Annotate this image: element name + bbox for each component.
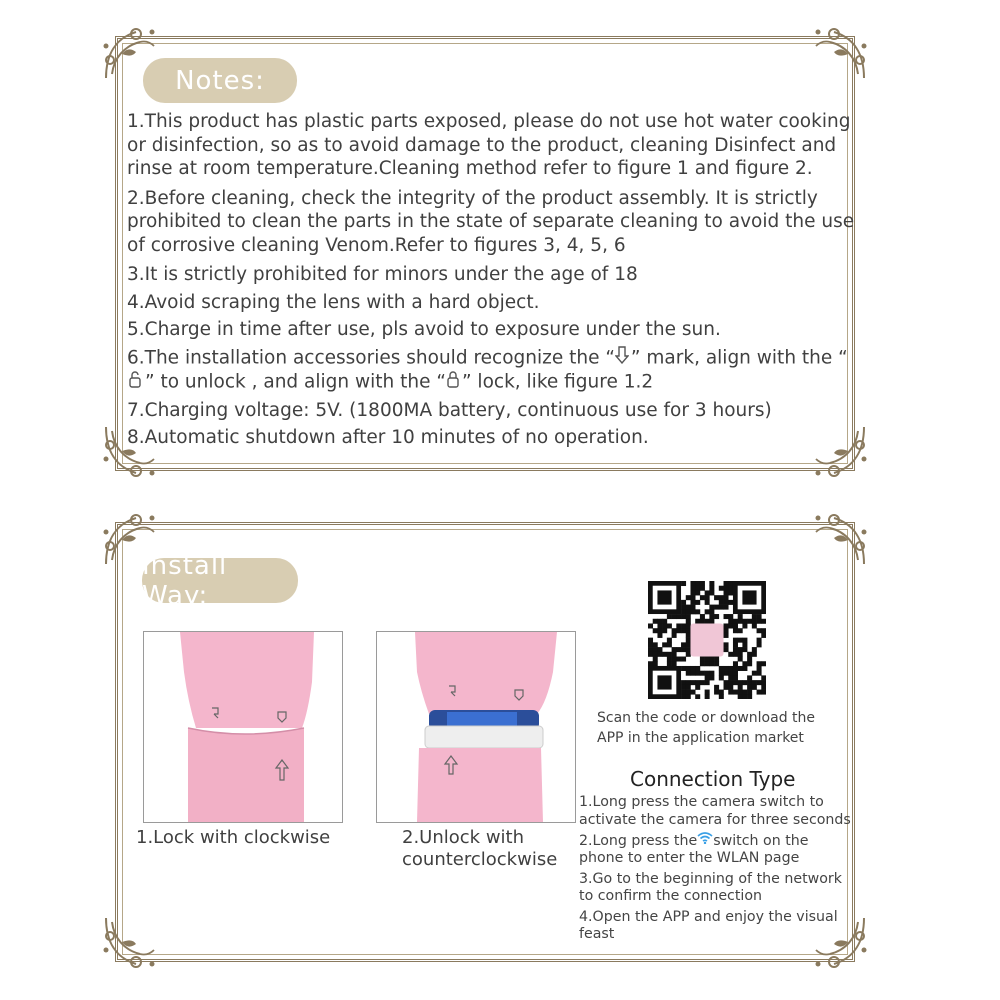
qr-code-icon: [648, 581, 766, 699]
connection-steps: [579, 794, 854, 947]
note-item: 2.Before cleaning, check the integrity of the product assembly. It is strictly prohibited to clean the parts in the state of separate cleaning to avoid the use of corrosive cleaning Venom.Refer to figures 3, 4, 5, 6: [127, 187, 855, 256]
note-item-6: 6.The installation accessories should recognize the “ ” mark, align with the “” to unlock , and align with the “ ” lock, like figure 1.2: [127, 346, 857, 395]
unlock-icon: [127, 370, 145, 395]
scan-instructions: Scan the code or download the APP in the application market: [597, 710, 816, 746]
figure-2-image: [376, 631, 576, 823]
ornament-corner-icon: [810, 510, 868, 568]
install-title: Install Way:: [142, 558, 298, 603]
notes-list: [127, 110, 857, 454]
note-item: 5.Charge in time after use, pls avoid to exposure under the sun.: [127, 319, 721, 340]
figure-2-caption: 2.Unlock with counterclockwise: [402, 827, 558, 870]
ornament-corner-icon: [810, 24, 868, 82]
arrow-down-icon: [615, 346, 631, 371]
notes-title: Notes:: [143, 58, 297, 103]
note-item: 8.Automatic shutdown after 10 minutes of no operation.: [127, 427, 649, 448]
figure-1-image: [143, 631, 343, 823]
note-item: 4.Avoid scraping the lens with a hard object.: [127, 291, 540, 313]
connection-step: 2.Long press the switch on the phone to enter the WLAN page: [579, 832, 809, 867]
connection-type-title: Connection Type: [630, 767, 796, 791]
figure-1-caption: 1.Lock with clockwise: [136, 827, 331, 848]
ornament-corner-icon: [102, 914, 160, 972]
connection-step: 3.Go to the beginning of the network to confirm the connection: [579, 870, 842, 905]
note-item: 1.This product has plastic parts exposed, please do not use hot water cooking or disinfection, so as to avoid damage to the product, cleaning Disinfect and rinse at room temperature.Cleaning method refer to figure 1 and figure 2.: [127, 111, 851, 179]
note-item: 3.It is strictly prohibited for minors under the age of 18: [127, 264, 638, 285]
lock-icon: [446, 370, 462, 395]
connection-step: 4.Open the APP and enjoy the visual feast: [579, 908, 838, 943]
note-item: 7.Charging voltage: 5V. (1800MA battery, continuous use for 3 hours): [127, 399, 772, 421]
connection-step: 1.Long press the camera switch to activate the camera for three seconds: [579, 794, 851, 828]
wifi-icon: [697, 832, 713, 850]
